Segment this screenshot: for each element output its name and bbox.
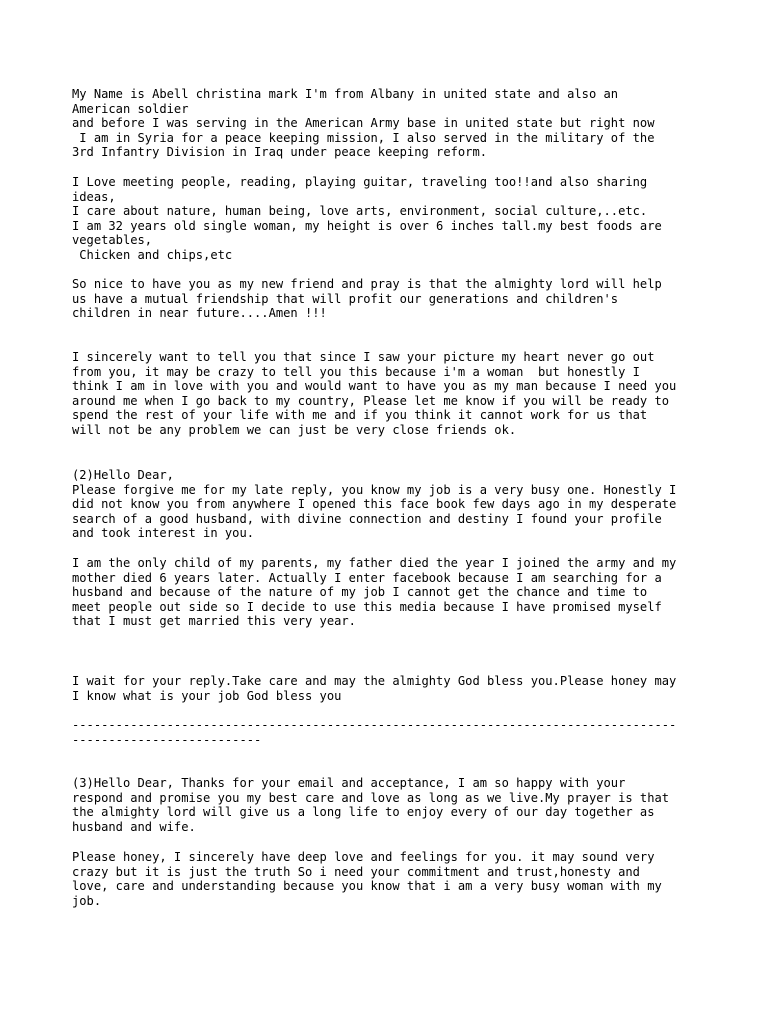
paragraph-friendship: So nice to have you as my new friend and pray is that the almighty lord will help us have a mutual friendship that will profit our generations and children's children in near future....Amen !!! [72, 277, 662, 321]
paragraph-letter-2-greeting: (2)Hello Dear, Please forgive me for my late reply, you know my job is a very busy one. Honestly I did not know you from anywhere I opened this face book few days ago in my desperate search of a good husband, with divine connection and destiny I found your profile and took interest in you. [72, 468, 677, 541]
paragraph-introduction: My Name is Abell christina mark I'm from Albany in united state and also an American soldier and before I was serving in the American Army base in united state but right now I am in Syria for a peace keeping mission, I also served in the military of the 3rd Infantry Division in Iraq under peace keeping reform. [72, 87, 655, 160]
dashed-divider: ----------------------------------------------------------------------------------- -------------------------- [72, 718, 677, 747]
paragraph-commitment: Please honey, I sincerely have deep love and feelings for you. it may sound very crazy but it is just the truth So i need your commitment and trust,honesty and love, care and understanding because you know that i am a very busy woman with my job. [72, 850, 662, 908]
paragraph-confession: I sincerely want to tell you that since I saw your picture my heart never go out from you, it may be crazy to tell you this because i'm a woman but honestly I think I am in love with you and would want to have you as my man because I need you around me when I go back to my country, Please let me know if you will be ready to spend the rest of your life with me and if you think it cannot work for us that will not be any problem we can just be very close friends ok. [72, 350, 677, 437]
paragraph-family: I am the only child of my parents, my father died the year I joined the army and my mother died 6 years later. Actually I enter facebook because I am searching for a husband and because of the nature of my job I cannot get the chance and time to meet people out side so I decide to use this media because I have promised myself that I must get married this very year. [72, 556, 677, 629]
paragraph-reply-request: I wait for your reply.Take care and may the almighty God bless you.Please honey may I know what is your job God bless you [72, 674, 677, 703]
paragraph-letter-3-greeting: (3)Hello Dear, Thanks for your email and acceptance, I am so happy with your respond and promise you my best care and love as long as we live.My prayer is that the almighty lord will give us a long life to enjoy every of our day together as husband and wife. [72, 776, 670, 834]
paragraph-interests: I Love meeting people, reading, playing guitar, traveling too!!and also sharing ideas, I care about nature, human being, love arts, environment, social culture,..etc. I am 32 years old single woman, my height is over 6 inches tall.my best foods are vegetables, Chicken and chips,etc [72, 175, 662, 262]
